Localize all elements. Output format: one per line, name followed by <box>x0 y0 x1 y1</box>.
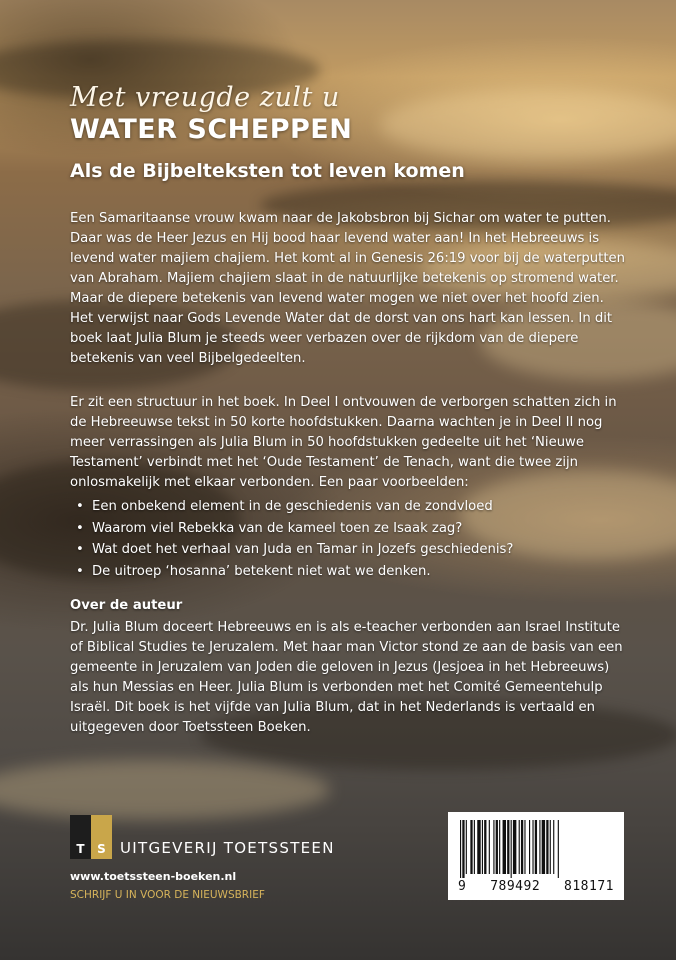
publisher-website-link[interactable]: www.toetssteen-boeken.nl <box>70 870 237 883</box>
barcode-bar <box>507 820 509 874</box>
background-sheen <box>380 90 676 160</box>
barcode-bar <box>482 820 483 874</box>
barcode-number <box>458 879 614 894</box>
examples-list <box>76 496 636 582</box>
barcode-digits-group1: 789492 <box>490 879 541 894</box>
barcode-bar <box>460 820 461 878</box>
barcode-bar <box>511 820 512 878</box>
cover-title-script: Met vreugde zult u <box>70 82 340 113</box>
barcode-bars <box>458 820 614 878</box>
list-item: • Een onbekend element in de geschiedenis van de zondvloed <box>76 496 636 518</box>
logo-mark <box>70 815 112 859</box>
barcode-digit-first: 9 <box>458 879 467 894</box>
barcode-bar <box>535 820 537 874</box>
barcode-bar <box>550 820 551 874</box>
barcode-bar <box>477 820 480 874</box>
list-item: • Wat doet het verhaal van Juda en Tamar in Jozefs geschiedenis? <box>76 539 636 561</box>
logo-letter-s: S <box>91 815 112 859</box>
barcode-bar <box>558 820 559 878</box>
barcode-bar <box>484 820 486 874</box>
barcode-bar <box>532 820 533 874</box>
list-item: • Waarom viel Rebekka van de kameel toen ze Isaak zag? <box>76 518 636 540</box>
barcode-bar <box>513 820 516 874</box>
barcode-bar <box>470 820 472 874</box>
barcode-bar <box>503 820 506 874</box>
intro-paragraph: Een Samaritaanse vrouw kwam naar de Jakobsbron bij Sichar om water te putten. Daar was de Heer Jezus en Hij bood haar levend water aan! In het Hebreeuws is levend water majiem chajiem. Het komt al in Genesis 26:19 voor bij de waterputten van Abraham. Majiem chajiem slaat in de natuurlijke betekenis op stromend water. Maar de diepere betekenis van levend water mogen we niet over het hoofd zien. Het verwijst naar Gods Levende Water dat de dorst van ons hart kan lessen. In dit boek laat Julia Blum je steeds weer verbazen over de rijkdom van de diepere betekenis van veel Bijbelgedeelten. <box>70 211 625 366</box>
publisher-logo <box>70 815 335 859</box>
barcode-bar <box>539 820 540 874</box>
author-heading: Over de auteur <box>70 598 183 613</box>
barcode-bar <box>546 820 548 874</box>
barcode-bar <box>521 820 523 874</box>
cover-title-main: WATER SCHEPPEN <box>70 114 353 145</box>
barcode-bar <box>553 820 554 874</box>
author-paragraph: Dr. Julia Blum doceert Hebreeuws en is als e-teacher verbonden aan Israel Institute of Biblical Studies te Jeruzalem. Met haar man Victor stond ze aan de basis van een gemeente in Jeruzalem van Joden die geloven in Jezus (Jesjoea in het Hebreeuws) als hun Messias en Heer. Julia Blum is verbonden met het Comité Gemeentehulp Israël. Dit boek is het vijfde van Julia Blum, dat in het Nederlands is vertaald en uitgegeven door Toetssteen Boeken. <box>70 620 623 735</box>
barcode-bar <box>489 820 490 874</box>
barcode-bar <box>542 820 545 874</box>
structure-paragraph: Er zit een structuur in het boek. In Deel I ontvouwen de verborgen schatten zich in de Hebreeuwse tekst in 50 korte hoofdstukken. Daarna wachten je in Deel II nog meer verrassingen als Julia Blum in 50 hoofdstukken gedeelte uit het ‘Nieuwe Testament’ verbindt met het ‘Oude Testament’ de Tenach, want die twee zijn onlosmakelijk met elkaar verbonden. Een paar voorbeelden: <box>70 395 617 490</box>
publisher-name: UITGEVERIJ TOETSSTEEN <box>120 839 335 857</box>
barcode-bar <box>519 820 520 874</box>
newsletter-signup-link[interactable]: SCHRIJF U IN VOOR DE NIEUWSBRIEF <box>70 889 265 901</box>
barcode-bar <box>499 820 500 874</box>
background-sheen <box>0 760 330 820</box>
barcode-bar <box>524 820 525 874</box>
isbn-barcode <box>448 812 624 900</box>
barcode-bar <box>474 820 475 874</box>
logo-letter-t: T <box>70 815 91 859</box>
barcode-bar <box>529 820 530 874</box>
barcode-bar <box>466 820 467 874</box>
barcode-bar <box>496 820 498 874</box>
barcode-bar <box>462 820 464 878</box>
barcode-digits-group2: 818171 <box>564 879 614 894</box>
cover-subtitle: Als de Bijbelteksten tot leven komen <box>70 160 465 182</box>
barcode-bar <box>493 820 494 874</box>
list-item: • De uitroep ‘hosanna’ betekent niet wat we denken. <box>76 561 636 583</box>
